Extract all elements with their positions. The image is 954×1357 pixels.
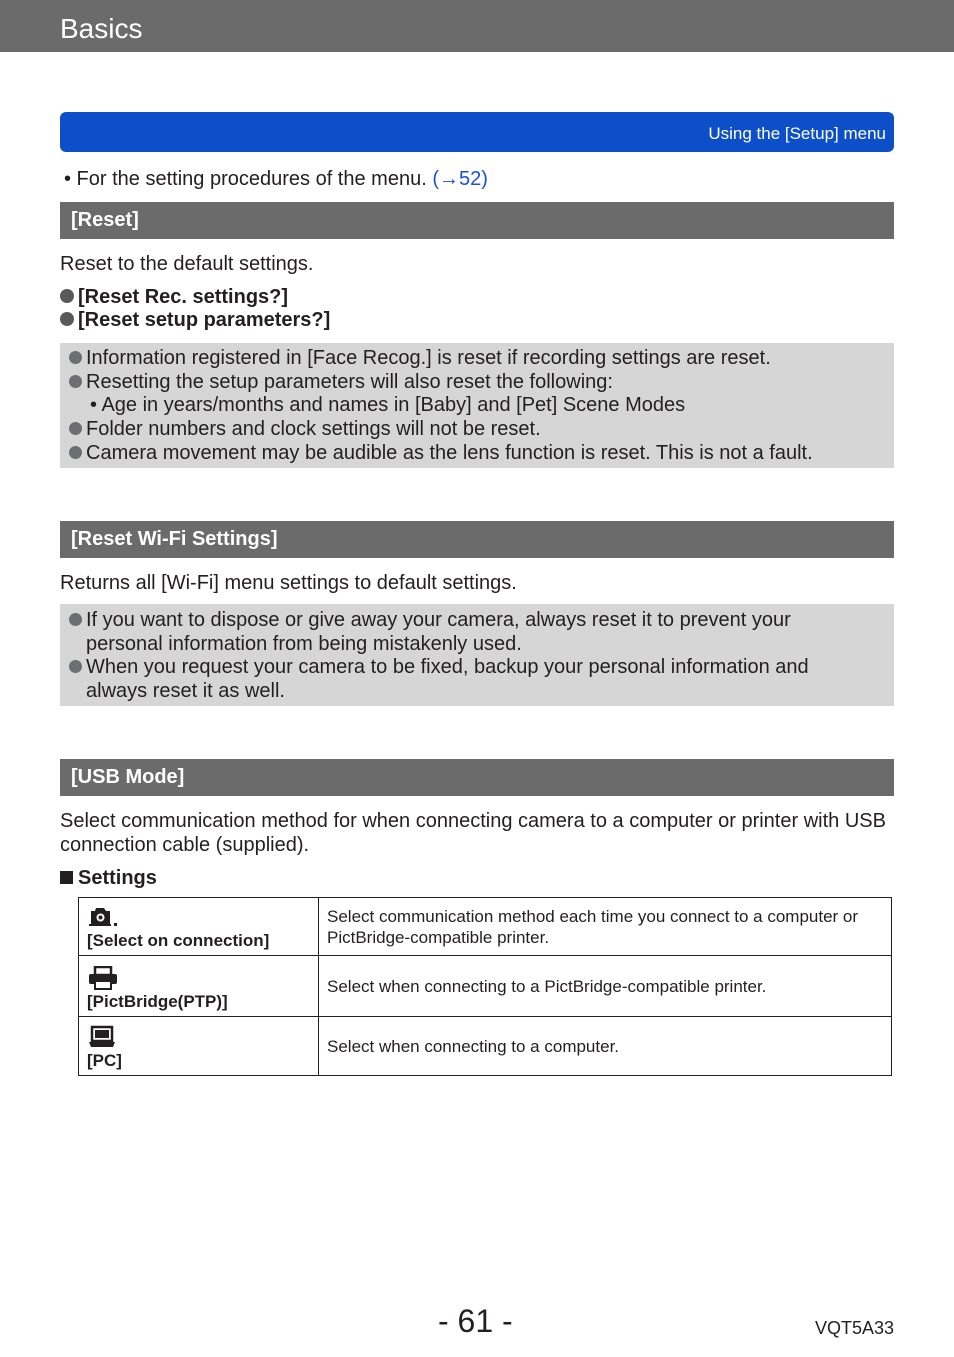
setting-description: Select when connecting to a computer. xyxy=(319,1017,892,1076)
table-row xyxy=(79,898,892,956)
bullet-icon xyxy=(69,422,82,435)
bullet-icon xyxy=(69,351,82,364)
page-reference-link[interactable]: (→52) xyxy=(432,168,488,190)
menu-banner-text: Using the [Setup] menu xyxy=(708,124,886,143)
table-row xyxy=(79,956,892,1017)
usb-heading-text: [USB Mode] xyxy=(71,766,185,788)
bullet-icon xyxy=(69,375,82,388)
note-subitem: • Age in years/months and names in [Baby] and [Pet] Scene Modes xyxy=(90,394,686,416)
settings-label: Settings xyxy=(60,867,157,890)
table-row xyxy=(79,1017,892,1076)
note-continuation: always reset it as well. xyxy=(86,680,285,702)
page-number: - 61 - xyxy=(438,1303,513,1339)
usb-heading xyxy=(60,759,894,796)
setting-label-cell xyxy=(79,898,319,956)
square-bullet-icon xyxy=(60,871,73,884)
select-on-connection-icon xyxy=(87,905,119,929)
setting-label: [PictBridge(PTP)] xyxy=(87,992,228,1011)
menu-banner[interactable] xyxy=(60,112,894,152)
note-item: Camera movement may be audible as the lens function is reset. This is not a fault. xyxy=(69,441,813,465)
setting-description: Select communication method each time you connect to a computer or PictBridge-compatible printer. xyxy=(319,898,892,956)
setting-label: [PC] xyxy=(87,1051,122,1070)
setting-label-cell xyxy=(79,1017,319,1076)
intro-note xyxy=(64,168,488,191)
document-code: VQT5A33 xyxy=(814,1318,894,1338)
note-item: Folder numbers and clock settings will not be reset. xyxy=(69,417,541,441)
wifi-notes-box xyxy=(60,604,894,706)
bullet-icon xyxy=(69,660,82,673)
reset-description: Reset to the default settings. xyxy=(60,253,314,275)
bullet-icon xyxy=(60,312,74,326)
note-item: If you want to dispose or give away your camera, always reset it to prevent your xyxy=(69,608,791,632)
reset-option: [Reset setup parameters?] xyxy=(60,309,330,332)
wifi-description: Returns all [Wi-Fi] menu settings to default settings. xyxy=(60,572,517,594)
reset-option: [Reset Rec. settings?] xyxy=(60,286,288,309)
reset-heading-text: [Reset] xyxy=(71,209,139,231)
setting-label: [Select on connection] xyxy=(87,931,270,950)
top-bar xyxy=(0,0,954,52)
setting-label-cell xyxy=(79,956,319,1017)
section-title: Basics xyxy=(60,13,143,44)
usb-description: Select communication method for when connecting camera to a computer or printer with USB connection cable (supplied). xyxy=(60,810,886,856)
wifi-heading-text: [Reset Wi-Fi Settings] xyxy=(71,528,278,550)
setting-description: Select when connecting to a PictBridge-compatible printer. xyxy=(319,956,892,1017)
bullet-icon xyxy=(60,289,74,303)
computer-icon xyxy=(87,1025,119,1049)
note-item: Resetting the setup parameters will also reset the following: xyxy=(69,370,613,394)
bullet-icon xyxy=(69,613,82,626)
reset-notes-box xyxy=(60,343,894,468)
usb-settings-table xyxy=(78,897,892,1076)
note-item: When you request your camera to be fixed, backup your personal information and xyxy=(69,655,809,679)
note-continuation: personal information from being mistakenly used. xyxy=(86,633,522,655)
intro-text: • For the setting procedures of the menu. xyxy=(64,168,433,190)
wifi-heading xyxy=(60,521,894,558)
printer-icon xyxy=(87,966,119,990)
bullet-icon xyxy=(69,446,82,459)
note-item: Information registered in [Face Recog.] is reset if recording settings are reset. xyxy=(69,346,771,370)
reset-heading xyxy=(60,202,894,239)
